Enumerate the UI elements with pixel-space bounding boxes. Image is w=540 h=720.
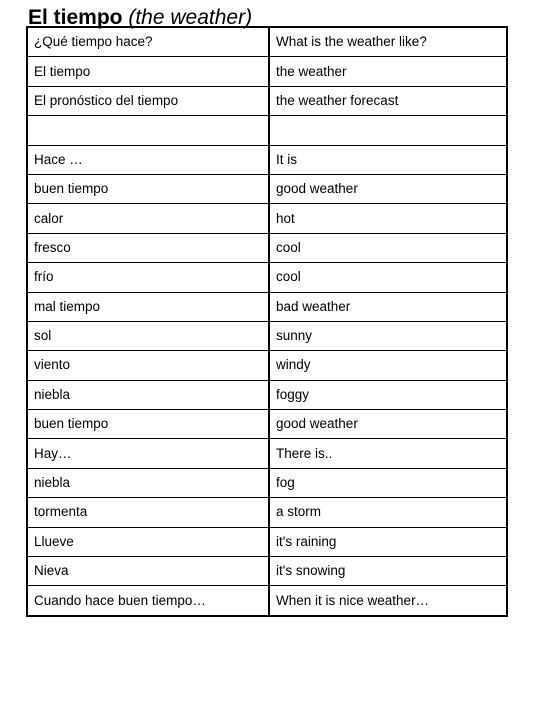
table-row (27, 204, 507, 233)
english-cell: it's snowing (269, 557, 507, 586)
english-cell: the weather (269, 57, 507, 86)
english-cell: When it is nice weather… (269, 586, 507, 616)
spanish-cell: buen tiempo (27, 174, 269, 203)
english-cell: a storm (269, 498, 507, 527)
spanish-cell: Llueve (27, 527, 269, 556)
spanish-cell: niebla (27, 380, 269, 409)
table-row (27, 116, 507, 145)
spanish-cell: frío (27, 263, 269, 292)
table-row (27, 527, 507, 556)
english-cell: cool (269, 233, 507, 262)
title-spanish: El tiempo (28, 6, 123, 29)
spanish-cell: tormenta (27, 498, 269, 527)
spanish-cell: El tiempo (27, 57, 269, 86)
table-row (27, 351, 507, 380)
table-row (27, 27, 507, 57)
spanish-cell: calor (27, 204, 269, 233)
english-cell: bad weather (269, 292, 507, 321)
table-row (27, 557, 507, 586)
table-row (27, 498, 507, 527)
english-cell: There is.. (269, 439, 507, 468)
english-cell: the weather forecast (269, 86, 507, 115)
english-cell: It is (269, 145, 507, 174)
table-row (27, 263, 507, 292)
table-row (27, 439, 507, 468)
vocabulary-table (26, 26, 508, 617)
english-cell: windy (269, 351, 507, 380)
spanish-cell: sol (27, 321, 269, 350)
spanish-cell: Hace … (27, 145, 269, 174)
table-row (27, 145, 507, 174)
english-cell: fog (269, 468, 507, 497)
table-row (27, 468, 507, 497)
spanish-cell (27, 116, 269, 145)
spanish-cell: mal tiempo (27, 292, 269, 321)
table-row (27, 57, 507, 86)
spanish-cell: Nieva (27, 557, 269, 586)
table-row (27, 174, 507, 203)
spanish-cell: Hay… (27, 439, 269, 468)
table-row (27, 86, 507, 115)
spanish-cell: El pronóstico del tiempo (27, 86, 269, 115)
spanish-cell: fresco (27, 233, 269, 262)
spanish-cell: viento (27, 351, 269, 380)
english-cell: it's raining (269, 527, 507, 556)
english-cell: hot (269, 204, 507, 233)
english-cell: foggy (269, 380, 507, 409)
spanish-cell: buen tiempo (27, 410, 269, 439)
vocabulary-table-body (27, 27, 507, 616)
spanish-cell: niebla (27, 468, 269, 497)
english-cell: good weather (269, 174, 507, 203)
spanish-cell: Cuando hace buen tiempo… (27, 586, 269, 616)
spanish-cell: ¿Qué tiempo hace? (27, 27, 269, 57)
table-row (27, 321, 507, 350)
table-row (27, 380, 507, 409)
table-row (27, 586, 507, 616)
table-row (27, 410, 507, 439)
table-row (27, 233, 507, 262)
english-cell (269, 116, 507, 145)
title-english: (the weather) (128, 6, 253, 29)
english-cell: cool (269, 263, 507, 292)
table-row (27, 292, 507, 321)
english-cell: good weather (269, 410, 507, 439)
english-cell: What is the weather like? (269, 27, 507, 57)
english-cell: sunny (269, 321, 507, 350)
